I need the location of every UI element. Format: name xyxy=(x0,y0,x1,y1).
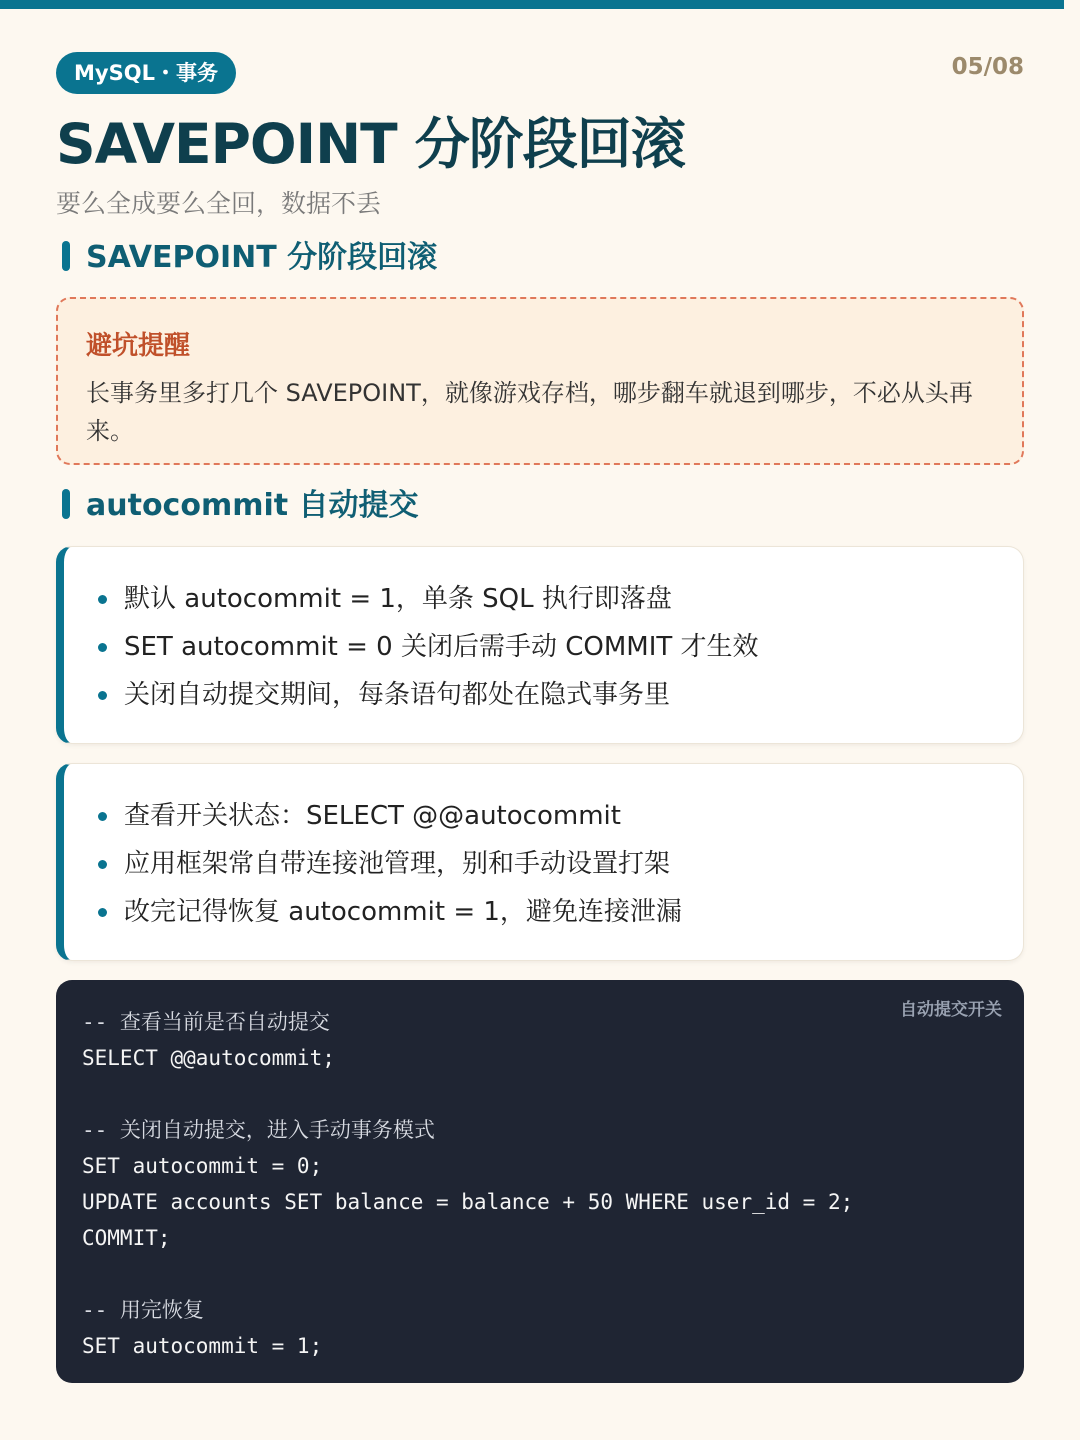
list-item: 查看开关状态：SELECT @@autocommit xyxy=(98,792,999,840)
code-line: UPDATE accounts SET balance = balance + 50 WHERE user_id = 2; xyxy=(82,1190,854,1214)
list-item: 应用框架常自带连接池管理，别和手动设置打架 xyxy=(98,840,999,888)
code-block-label: 自动提交开关 xyxy=(900,1000,1002,1020)
bullet-list xyxy=(98,575,999,719)
section-heading-text: SAVEPOINT 分阶段回滚 xyxy=(86,240,438,275)
section-heading-savepoint xyxy=(62,238,437,278)
code-line xyxy=(82,1256,998,1292)
topic-tag: MySQL・事务 xyxy=(56,52,236,94)
warning-box xyxy=(56,297,1024,465)
list-item: SET autocommit = 0 关闭后需手动 COMMIT 才生效 xyxy=(98,623,999,671)
list-item: 默认 autocommit = 1，单条 SQL 执行即落盘 xyxy=(98,575,999,623)
code-line: -- 用完恢复 xyxy=(82,1298,204,1322)
code-line: -- 关闭自动提交，进入手动事务模式 xyxy=(82,1118,435,1142)
warning-title: 避坑提醒 xyxy=(86,331,191,361)
page-title: SAVEPOINT 分阶段回滚 xyxy=(56,112,685,176)
code-line: SET autocommit = 1; xyxy=(82,1334,323,1358)
bullet-list xyxy=(98,792,999,936)
code-line: -- 查看当前是否自动提交 xyxy=(82,1010,330,1034)
code-line: SELECT @@autocommit; xyxy=(82,1046,335,1070)
section-heading-text: autocommit 自动提交 xyxy=(86,488,419,523)
page-number: 05/08 xyxy=(951,54,1024,80)
page-subtitle: 要么全成要么全回，数据不丢 xyxy=(56,189,382,218)
code-block xyxy=(56,980,1024,1383)
list-item: 关闭自动提交期间，每条语句都处在隐式事务里 xyxy=(98,671,999,719)
list-item: 改完记得恢复 autocommit = 1，避免连接泄漏 xyxy=(98,888,999,936)
section-marker xyxy=(62,241,70,271)
info-card-1 xyxy=(56,546,1024,744)
section-heading-autocommit xyxy=(62,486,419,526)
code-line: COMMIT; xyxy=(82,1226,171,1250)
code-line: SET autocommit = 0; xyxy=(82,1154,323,1178)
top-accent-bar xyxy=(0,0,1064,9)
warning-text: 长事务里多打几个 SAVEPOINT，就像游戏存档，哪步翻车就退到哪步，不必从头再来。 xyxy=(86,379,973,445)
section-marker xyxy=(62,489,70,519)
info-card-2 xyxy=(56,763,1024,961)
code-line xyxy=(82,1076,998,1112)
